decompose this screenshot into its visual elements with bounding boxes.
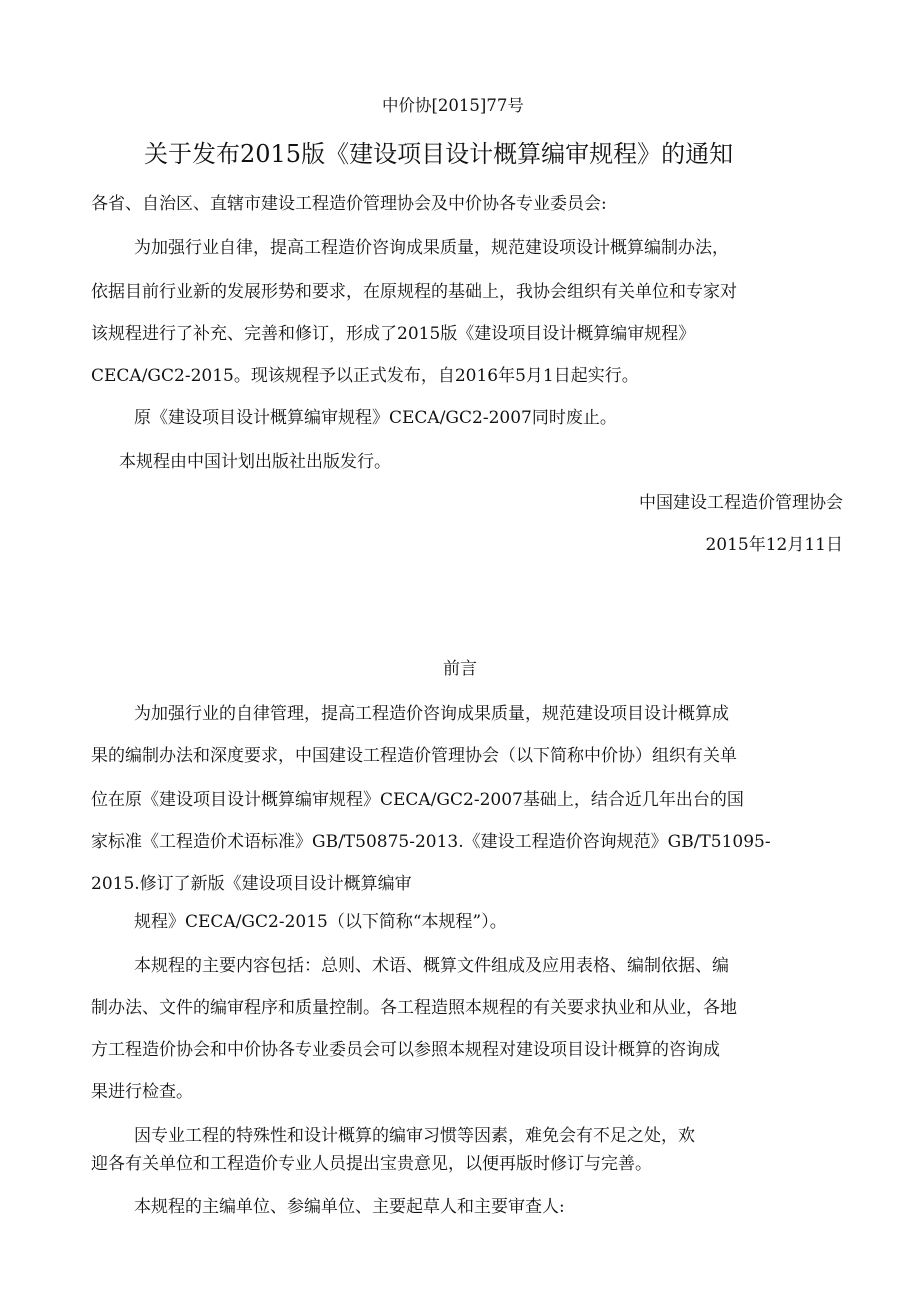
preface-paragraph-2-line: 果进行检查。 — [91, 1082, 193, 1102]
document-number: 中价协[2015]77号 — [382, 96, 524, 115]
preface-paragraph-2-line: 制办法、文件的编审程序和质量控制。各工程造照本规程的有关要求执业和从业，各地 — [91, 998, 737, 1018]
preface-paragraph-1-line: 位在原《建设项目设计概算编审规程》CECA/GC2-2007基础上，结合近几年出台的国 — [91, 790, 744, 810]
notice-date: 2015年12月11日 — [705, 535, 843, 555]
notice-paragraph-1-line: CECA/GC2-2015。现该规程予以正式发布，自2016年5月1日起实行。 — [91, 366, 639, 386]
notice-signature: 中国建设工程造价管理协会 — [639, 493, 843, 513]
preface-paragraph-4: 本规程的主编单位、参编单位、主要起草人和主要审查人: — [134, 1197, 565, 1217]
preface-paragraph-1-line: 家标准《工程造价术语标准》GB/T50875-2013.《建设工程造价咨询规范》GB/T51095- — [91, 832, 771, 852]
notice-paragraph-3: 本规程由中国计划出版社出版发行。 — [119, 452, 391, 472]
preface-paragraph-1-line: 2015.修订了新版《建设项目设计概算编审 — [91, 874, 412, 894]
preface-paragraph-3-line: 迎各有关单位和工程造价专业人员提出宝贵意见，以便再版时修订与完善。 — [91, 1154, 652, 1174]
notice-salutation: 各省、自治区、直辖市建设工程造价管理协会及中价协各专业委员会: — [91, 194, 607, 214]
notice-paragraph-1-line: 为加强行业自律，提高工程造价咨询成果质量，规范建设项设计概算编制办法， — [134, 238, 729, 258]
preface-paragraph-1-line: 规程》CECA/GC2-2015（以下简称“本规程”）。 — [134, 912, 507, 932]
notice-title: 关于发布2015版《建设项目设计概算编审规程》的通知 — [144, 140, 734, 168]
notice-paragraph-1-line: 该规程进行了补充、完善和修订，形成了2015版《建设项目设计概算编审规程》 — [91, 324, 696, 344]
notice-paragraph-1-line: 依据目前行业新的发展形势和要求，在原规程的基础上，我协会组织有关单位和专家对 — [91, 282, 737, 302]
preface-paragraph-3-line: 因专业工程的特殊性和设计概算的编审习惯等因素，难免会有不足之处，欢 — [134, 1126, 695, 1146]
notice-paragraph-2: 原《建设项目设计概算编审规程》CECA/GC2-2007同时废止。 — [134, 408, 617, 428]
preface-paragraph-1-line: 为加强行业的自律管理，提高工程造价咨询成果质量，规范建设项目设计概算成 — [134, 704, 729, 724]
preface-heading: 前言 — [443, 659, 477, 679]
preface-paragraph-1-line: 果的编制办法和深度要求，中国建设工程造价管理协会（以下简称中价协）组织有关单 — [91, 746, 737, 766]
preface-paragraph-2-line: 本规程的主要内容包括：总则、术语、概算文件组成及应用表格、编制依据、编 — [134, 956, 729, 976]
preface-paragraph-2-line: 方工程造价协会和中价协各专业委员会可以参照本规程对建设项目设计概算的咨询成 — [91, 1040, 720, 1060]
